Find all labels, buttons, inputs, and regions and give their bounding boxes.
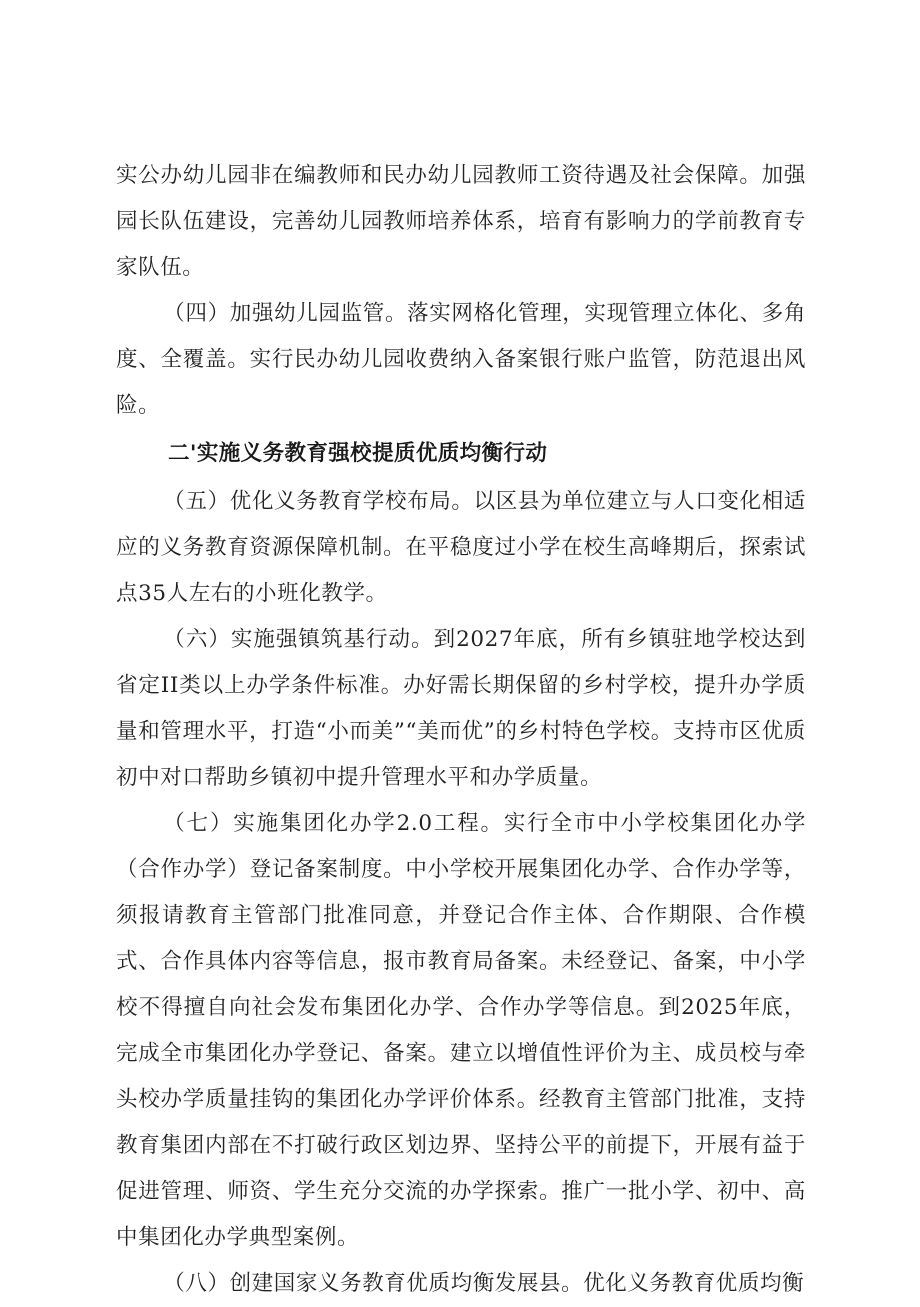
paragraph-town-schools: （六）实施强镇筑基行动。到2027年底，所有乡镇驻地学校达到省定II类以上办学条件标准。办好需长期保留的乡村学校，提升办学质量和管理水平，打造“小而美”“美而优”的乡村特色学校。支持市区优质初中对口帮助乡镇初中提升管理水平和办学质量。: [116, 627, 806, 790]
section-heading: 二'实施义务教育强校提质优质均衡行动: [168, 441, 548, 466]
paragraph-balanced-county: （八）创建国家义务教育优质均衡发展县。优化义务教育优质均衡: [163, 1271, 805, 1296]
paragraph-kindergarten-supervision: （四）加强幼儿园监管。落实网格化管理，实现管理立体化、多角度、全覆盖。实行民办幼儿园收费纳入备案银行账户监管，防范退出风险。: [116, 301, 806, 418]
paragraph-group-schooling: （七）实施集团化办学2.0工程。实行全市中小学校集团化办学（合作办学）登记备案制度。中小学校开展集团化办学、合作办学等，须报请教育主管部门批准同意，并登记合作主体、合作期限、合作模式、合作具体内容等信息，报市教育局备案。未经登记、备案，中小学校不得擅自向社会发布集团化办学、合作办学等信息。到2025年底，完成全市集团化办学登记、备案。建立以增值性评价为主、成员校与牵头校办学质量挂钩的集团化办学评价体系。经教育主管部门批准，支持教育集团内部在不打破行政区划边界、坚持公平的前提下，开展有益于促进管理、师资、学生充分交流的办学探索。推广一批小学、初中、高中集团化办学典型案例。: [116, 811, 806, 1250]
paragraph-school-layout: （五）优化义务教育学校布局。以区县为单位建立与人口变化相适应的义务教育资源保障机制。在平稳度过小学在校生高峰期后，探索试点35人左右的小班化教学。: [116, 489, 806, 606]
document-body: [116, 153, 806, 1307]
paragraph-continuation: 实公办幼儿园非在编教师和民办幼儿园教师工资待遇及社会保障。加强园长队伍建设，完善幼儿园教师培养体系，培育有影响力的学前教育专家队伍。: [116, 163, 806, 280]
